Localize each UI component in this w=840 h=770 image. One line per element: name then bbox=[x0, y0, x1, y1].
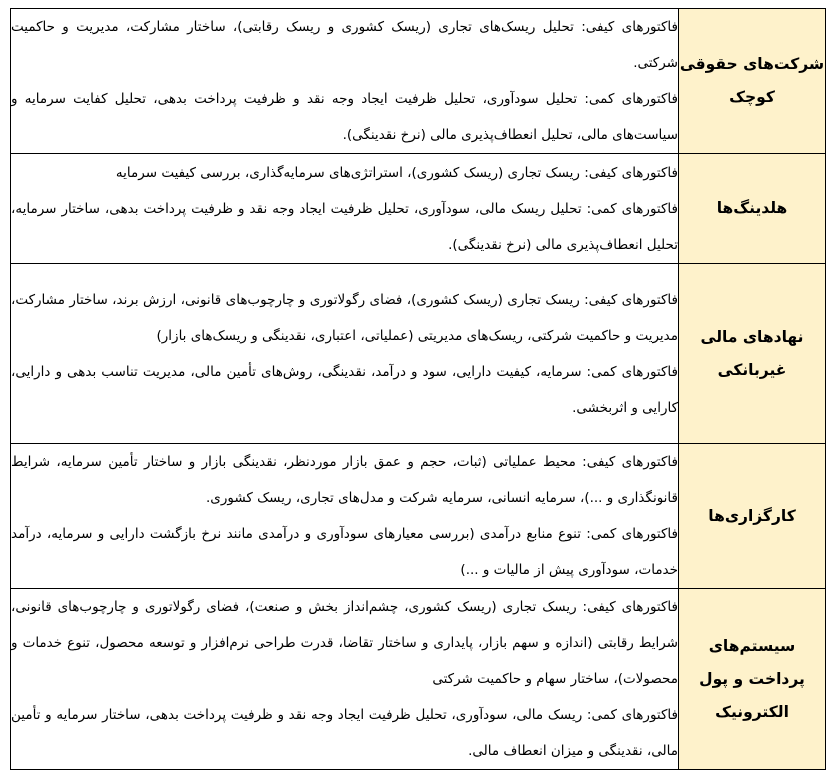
factors-cell bbox=[11, 444, 679, 589]
entity-cell: هلدینگ‌ها bbox=[679, 154, 826, 264]
qualitative-factors: فاکتورهای کیفی: ریسک تجاری (ریسک کشوری، چشم‌انداز بخش و صنعت)، فضای رگولاتوری و چارچوب‌های قانونی، شرایط رقابتی (اندازه و سهم بازار، پایداری و ساختار تقاضا، قدرت طراحی نرم‌افزار و توسعه محصول، تنوع خدمات و محصولات)، ساختار سهام و حاکمیت شرکتی bbox=[11, 599, 678, 687]
table-row bbox=[11, 264, 826, 444]
quantitative-factors: فاکتورهای کمی: سرمایه، کیفیت دارایی، سود و درآمد، نقدینگی، روش‌های تأمین مالی، مدیریت تناسب بدهی و دارایی، کارایی و اثربخشی. bbox=[11, 363, 678, 416]
entity-cell: کارگزاری‌ها bbox=[679, 444, 826, 589]
factors-cell bbox=[11, 589, 679, 770]
quantitative-factors: فاکتورهای کمی: ریسک مالی، سودآوری، تحلیل ظرفیت ایجاد وجه نقد و ظرفیت پرداخت بدهی، ساختار سرمایه و تأمین مالی، نقدینگی و میزان انعطاف مالی. bbox=[11, 707, 678, 759]
factors-cell bbox=[11, 264, 679, 444]
factors-cell bbox=[11, 9, 679, 154]
qualitative-factors: فاکتورهای کیفی: ریسک تجاری (ریسک کشوری)، فضای رگولاتوری و چارچوب‌های قانونی، ارزش برند، ساختار مشارکت، مدیریت و حاکمیت شرکتی، ریسک‌های مدیریتی (عملیاتی، اعتباری، نقدینگی و ریسک‌های بازار) bbox=[11, 291, 678, 344]
factors-cell bbox=[11, 154, 679, 264]
entity-cell: نهادهای مالی غیربانکی bbox=[679, 264, 826, 444]
table-row bbox=[11, 589, 826, 770]
quantitative-factors: فاکتورهای کمی: تنوع منابع درآمدی (بررسی معیارهای سودآوری و درآمدی مانند نرخ بازگشت دارایی و سرمایه، درآمد خدمات، سودآوری پیش از مالیات و ...) bbox=[11, 526, 678, 578]
table-row bbox=[11, 444, 826, 589]
quantitative-factors: فاکتورهای کمی: تحلیل سودآوری، تحلیل ظرفیت ایجاد وجه نقد و ظرفیت پرداخت بدهی، تحلیل کفایت سرمایه و سیاست‌های مالی، تحلیل انعطاف‌پذیری مالی (نرخ نقدینگی). bbox=[11, 91, 678, 143]
evaluation-factors-table bbox=[10, 8, 826, 770]
entity-cell: سیستم‌های پرداخت و پول الکترونیک bbox=[679, 589, 826, 770]
table-row bbox=[11, 9, 826, 154]
qualitative-factors: فاکتورهای کیفی: ریسک تجاری (ریسک کشوری)، استراتژی‌های سرمایه‌گذاری، بررسی کیفیت سرمایه bbox=[115, 164, 678, 181]
qualitative-factors: فاکتورهای کیفی: تحلیل ریسک‌های تجاری (ریسک کشوری و ریسک رقابتی)، ساختار مشارکت، مدیریت و حاکمیت شرکتی. bbox=[11, 19, 678, 71]
table-row bbox=[11, 154, 826, 264]
quantitative-factors: فاکتورهای کمی: تحلیل ریسک مالی، سودآوری، تحلیل ظرفیت ایجاد وجه نقد و ظرفیت پرداخت بدهی، ساختار سرمایه، تحلیل انعطاف‌پذیری مالی (نرخ نقدینگی). bbox=[11, 200, 678, 253]
entity-cell: شرکت‌های حقوقی کوچک bbox=[679, 9, 826, 154]
qualitative-factors: فاکتورهای کیفی: محیط عملیاتی (ثبات، حجم و عمق بازار موردنظر، نقدینگی بازار و ساختار تأمین سرمایه، شرایط قانونگذاری و ...)، سرمایه انسانی، سرمایه شرکت و مدل‌های تجاری، ریسک کشوری. bbox=[11, 454, 678, 506]
